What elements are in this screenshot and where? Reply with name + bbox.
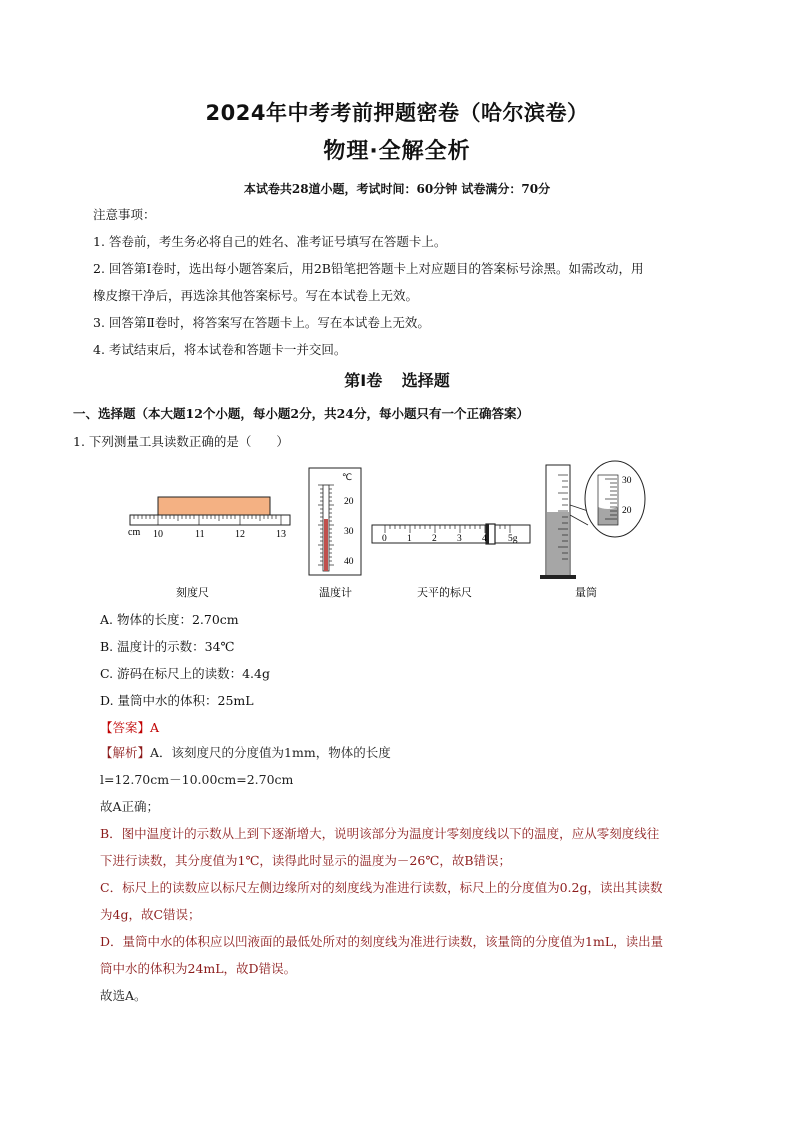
exam-subtitle: 物理·全解全析 bbox=[323, 139, 471, 164]
ruler-tick-label: 12 bbox=[235, 529, 245, 540]
analysis-b1: B．图中温度计的示数从上到下逐渐增大，说明该部分为温度计零刻度线以下的温度，应从零刻度线往 bbox=[100, 826, 660, 841]
question-stem: 1. 下列测量工具读数正确的是（ ） bbox=[73, 434, 289, 449]
balance-tick-label: 5g bbox=[508, 534, 518, 544]
option-a: A. 物体的长度：2.70cm bbox=[100, 612, 239, 627]
notice-item-3: 3. 回答第Ⅱ卷时，将答案写在答题卡上。写在本试卷上无效。 bbox=[93, 315, 430, 330]
thermometer-tick-label: 40 bbox=[344, 557, 354, 567]
notice-item-1: 1. 答卷前，考生务必将自己的姓名、准考证号填写在答题卡上。 bbox=[93, 234, 447, 249]
balance-tick-label: 2 bbox=[432, 534, 437, 544]
ruler-tick-label: 13 bbox=[276, 529, 286, 540]
analysis-d1: D．量筒中水的体积应以凹液面的最低处所对的刻度线为准进行读数，该量筒的分度值为1mL，读出量 bbox=[100, 934, 664, 949]
part-heading: 一、选择题（本大题12个小题，每小题2分，共24分，每小题只有一个正确答案） bbox=[73, 406, 529, 421]
analysis-label: 【解析】 bbox=[100, 745, 151, 760]
exam-info: 本试卷共28道小题，考试时间：60分钟 试卷满分：70分 bbox=[243, 182, 551, 196]
cylinder-tick-label: 30 bbox=[622, 476, 632, 486]
analysis-d2: 筒中水的体积为24mL，故D错误。 bbox=[100, 961, 297, 976]
balance-tick-label: 4 bbox=[482, 534, 487, 544]
analysis-b2: 下进行读数，其分度值为1℃，读得此时显示的温度为－26℃，故B错误； bbox=[100, 853, 512, 868]
thermometer-tick-label: 30 bbox=[344, 527, 354, 537]
balance-caption: 天平的标尺 bbox=[417, 586, 472, 599]
notice-item-2-cont: 橡皮擦干净后，再选涂其他答案标号。写在本试卷上无效。 bbox=[93, 288, 419, 303]
notice-item-4: 4. 考试结束后，将本试卷和答题卡一并交回。 bbox=[93, 342, 347, 357]
question-figure bbox=[120, 455, 660, 605]
notice-heading: 注意事项： bbox=[93, 207, 156, 222]
balance-scale-diagram bbox=[372, 524, 530, 599]
analysis-conclusion: 故选A。 bbox=[100, 988, 147, 1003]
notice-item-2: 2. 回答第Ⅰ卷时，选出每小题答案后，用2B铅笔把答题卡上对应题目的答案标号涂黑。如需改动，用 bbox=[93, 261, 644, 276]
analysis-block bbox=[100, 739, 725, 1009]
analysis-c2: 为4g，故C错误； bbox=[100, 907, 201, 922]
option-c: C. 游码在标尺上的读数：4.4g bbox=[100, 666, 270, 681]
ruler-unit: cm bbox=[128, 527, 141, 538]
analysis-a2: l=12.70cm－10.00cm=2.70cm bbox=[100, 772, 294, 787]
ruler-caption: 刻度尺 bbox=[176, 586, 209, 599]
balance-tick-label: 1 bbox=[407, 534, 412, 544]
analysis-a3: 故A正确； bbox=[100, 799, 160, 814]
cylinder-diagram bbox=[540, 461, 645, 599]
thermometer-unit: ℃ bbox=[342, 473, 353, 483]
thermometer-diagram bbox=[309, 468, 361, 599]
balance-tick-label: 3 bbox=[457, 534, 462, 544]
analysis-a1: A．该刻度尺的分度值为1mm，物体的长度 bbox=[150, 745, 391, 760]
option-b: B. 温度计的示数：34℃ bbox=[100, 639, 235, 654]
cylinder-caption: 量筒 bbox=[575, 586, 597, 599]
ruler-diagram bbox=[128, 497, 290, 599]
exam-title: 2024年中考考前押题密卷（哈尔滨卷） bbox=[205, 101, 589, 125]
answer-line: 【答案】A bbox=[100, 720, 160, 735]
analysis-c1: C．标尺上的读数应以标尺左侧边缘所对的刻度线为准进行读数，标尺上的分度值为0.2g，读出其读数 bbox=[100, 880, 663, 895]
section-title: 第Ⅰ卷 选择题 bbox=[344, 371, 450, 390]
thermometer-tick-label: 20 bbox=[344, 497, 354, 507]
ruler-tick-label: 11 bbox=[195, 529, 205, 540]
thermometer-caption: 温度计 bbox=[319, 586, 352, 599]
balance-tick-label: 0 bbox=[382, 534, 387, 544]
notice-block bbox=[93, 201, 733, 363]
option-d: D. 量筒中水的体积：25mL bbox=[100, 693, 254, 708]
ruler-tick-label: 10 bbox=[153, 529, 163, 540]
cylinder-tick-label: 20 bbox=[622, 506, 632, 516]
